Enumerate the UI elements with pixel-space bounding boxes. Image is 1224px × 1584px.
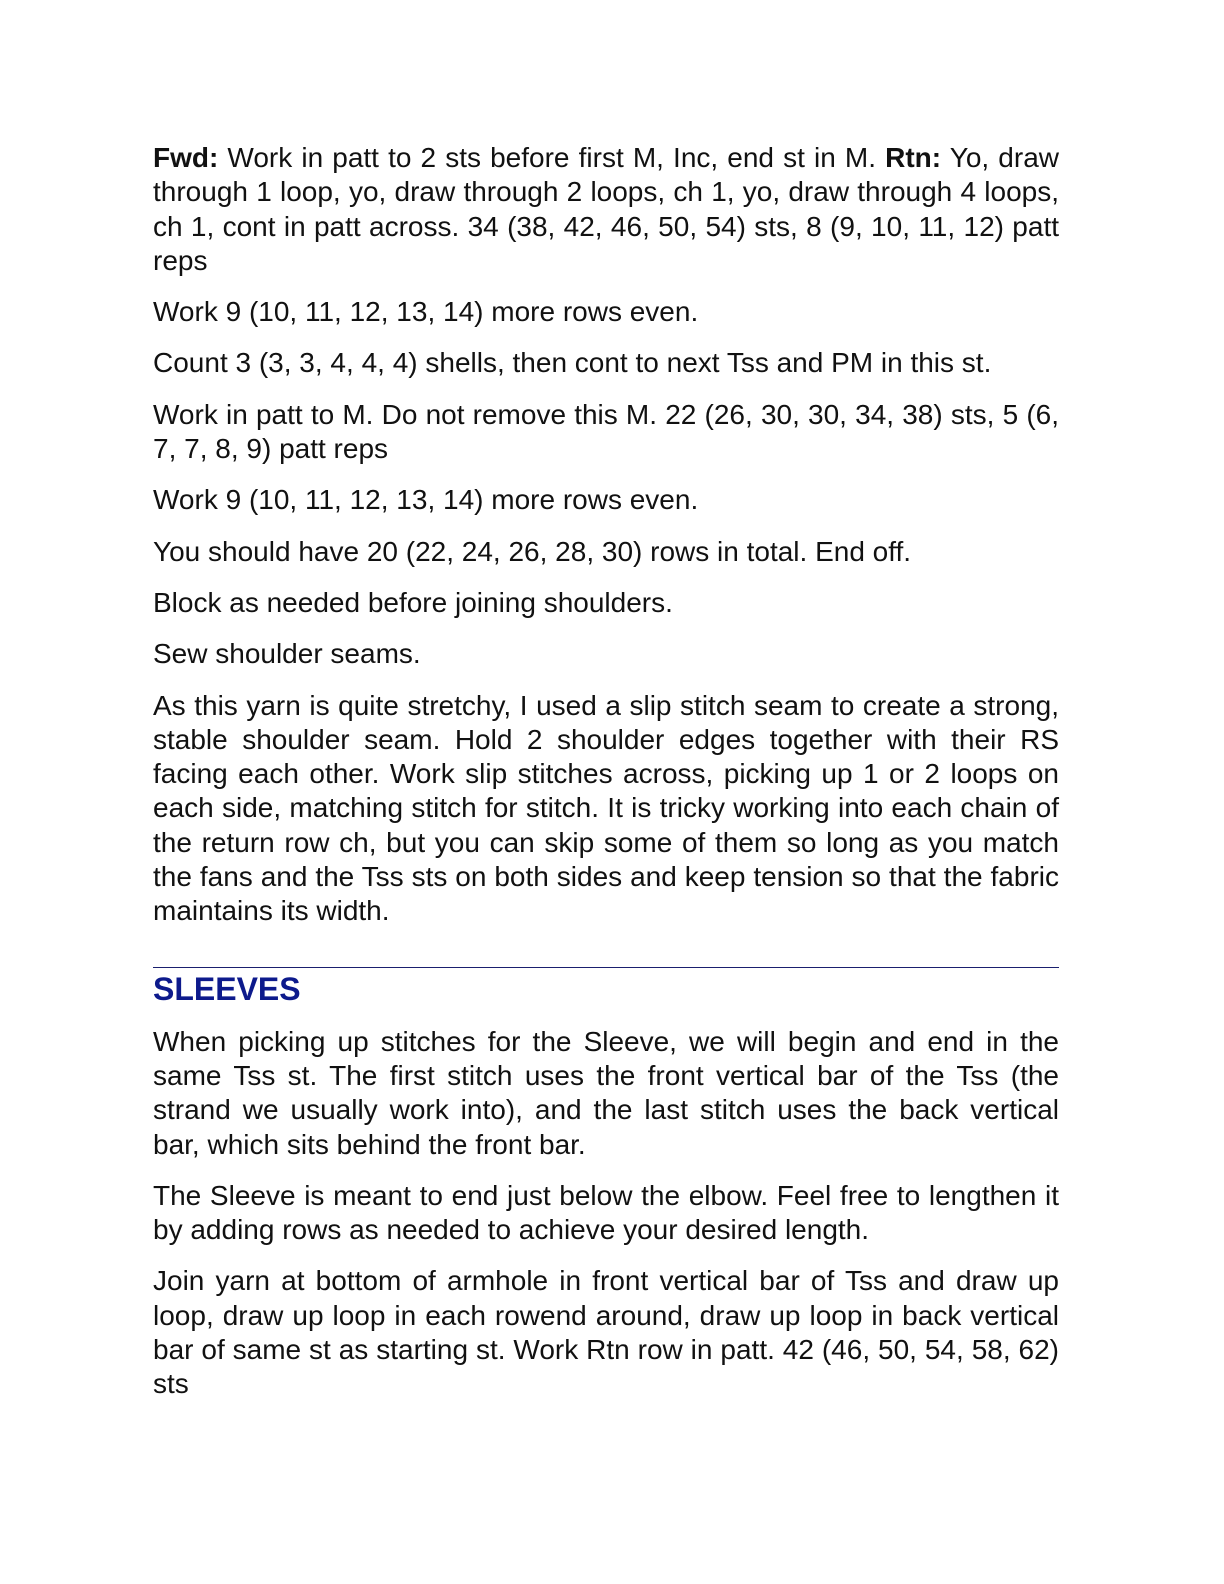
rtn-label: Rtn:	[885, 142, 942, 173]
instruction-paragraph: You should have 20 (22, 24, 26, 28, 30) rows in total. End off.	[153, 535, 912, 567]
section-divider	[153, 967, 1059, 968]
fwd-label: Fwd:	[153, 142, 219, 173]
instruction-paragraph: Work 9 (10, 11, 12, 13, 14) more rows even.	[153, 484, 699, 516]
sleeve-paragraph: Join yarn at bottom of armhole in front vertical bar of Tss and draw up loop, draw up loop in each rowend around, draw up loop in back vertical bar of same st as starting st. Work Rtn row in patt. 42 (46, 50, 54, 58, 62) sts	[153, 1265, 1059, 1400]
instruction-paragraph: Work 9 (10, 11, 12, 13, 14) more rows even.	[153, 296, 699, 328]
rtn-text: Yo, draw through 1 loop, yo, draw through 2 loops, ch 1, yo, draw through 4 loops, ch 1, cont in patt across. 34 (38, 42, 46, 50, 54) sts, 8 (9, 10, 11, 12) patt reps	[153, 142, 1059, 276]
sleeve-paragraph: When picking up stitches for the Sleeve, we will begin and end in the same Tss st. The first stitch uses the front vertical bar of the Tss (the strand we usually work into), and the last stitch uses the back vertical bar, which sits behind the front bar.	[153, 1025, 1059, 1160]
sleeve-paragraph: The Sleeve is meant to end just below the elbow. Feel free to lengthen it by adding rows as needed to achieve your desired length.	[153, 1179, 1059, 1246]
instruction-paragraph: Block as needed before joining shoulders.	[153, 586, 673, 618]
document-page	[153, 141, 1059, 1419]
section-heading-sleeves: SLEEVES	[153, 970, 301, 1007]
instruction-paragraph: Count 3 (3, 3, 4, 4, 4) shells, then cont to next Tss and PM in this st.	[153, 347, 992, 379]
fwd-rtn-instruction	[153, 141, 1059, 278]
instruction-paragraph: Sew shoulder seams.	[153, 638, 421, 670]
instruction-paragraph: Work in patt to M. Do not remove this M. 22 (26, 30, 30, 34, 38) sts, 5 (6, 7, 7, 8, 9) patt reps	[153, 398, 1059, 465]
instruction-paragraph: As this yarn is quite stretchy, I used a slip stitch seam to create a strong, stable shoulder seam. Hold 2 shoulder edges together with their RS facing each other. Work slip stitches across, picking up 1 or 2 loops on each side, matching stitch for stitch. It is tricky working into each chain of the return row ch, but you can skip some of them so long as you match the fans and the Tss sts on both sides and keep tension so that the fabric maintains its width.	[153, 689, 1059, 927]
fwd-text: Work in patt to 2 sts before first M, Inc, end st in M.	[218, 142, 886, 173]
